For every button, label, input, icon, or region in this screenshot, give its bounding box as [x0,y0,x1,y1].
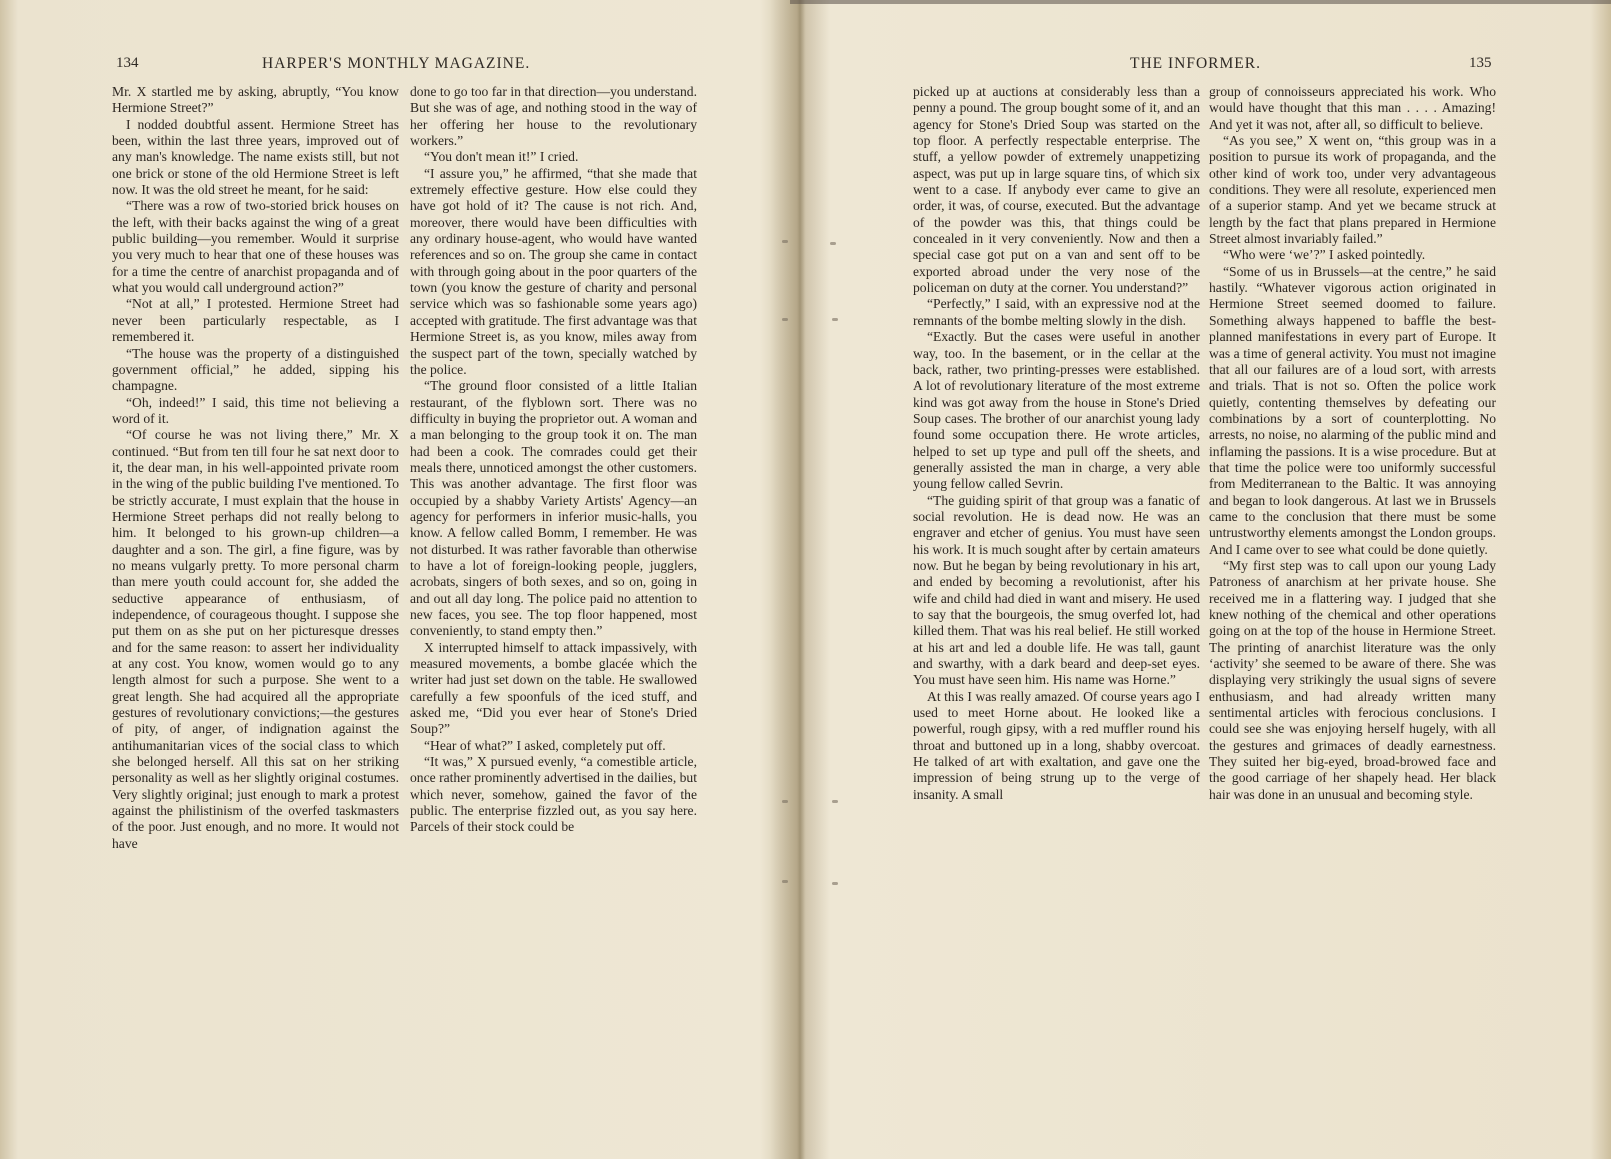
paragraph: “It was,” X pursued evenly, “a comestible article, once rather prominently advertised in the dailies, but which never, somehow, gained the favor of the public. The enterprise fizzled out, as you say here. Parcels of their stock could be [410,754,697,835]
binding-mark [830,242,836,245]
paragraph: done to go too far in that direction—you understand. But she was of age, and nothing stood in the way of her offering her house to the revolutionary workers.” [410,84,697,149]
paragraph: group of connoisseurs appreciated his work. Who would have thought that this man . . . . Amazing! And yet it was not, after all, so difficult to believe. [1209,84,1496,132]
page-number: 135 [1469,55,1492,71]
binding-mark [782,800,788,803]
paragraph: “Of course he was not living there,” Mr. X continued. “But from ten till four he sat next door to it, the dear man, in his well-appointed private room in the wing of the public building I've mentioned. To be strictly accurate, I must explain that the house in Hermione Street perhaps did not really belong to him. It belonged to his grown-up children—a daughter and a son. The girl, a fine figure, was by no means vulgarly pretty. To more personal charm than mere youth could account for, she added the seductive appearance of enthusiasm, of independence, of courageous thought. I suppose she put them on as she put on her picturesque dresses and for the same reason: to assert her individuality at any cost. You know, women would go to any length almost for such a purpose. She went to a great length. She had acquired all the appropriate gestures of revolutionary convictions;—the gestures of pity, of anger, of indignation against the antihumanitarian vices of the social class to which she belonged herself. All this sat on her striking personality as well as her slightly original costumes. Very slightly original; just enough to mark a protest against the philistinism of the overfed taskmasters of the poor. Just enough, and no more. It would not have [112,427,399,851]
binding-mark [832,800,838,803]
page-number: 134 [116,55,139,71]
paragraph: “The guiding spirit of that group was a fanatic of social revolution. He is dead now. He was an engraver and etcher of genius. You must have seen his work. It is much sought after by certain amateurs now. But he began by being revolutionary in his art, and ended by becoming a revolutionist, after his wife and child had died in want and misery. He used to say that the bourgeois, the smug overfed lot, had killed them. That was his real belief. He still worked at his art and led a double life. He was tall, gaunt and swarthy, with a dark beard and deep-set eyes. You must have seen him. His name was Horne.” [913,492,1200,688]
text-column-3 [913,84,1200,803]
paragraph: “Exactly. But the cases were useful in another way, too. In the basement, or in the cellar at the back, rather, two printing-presses were established. A lot of revolutionary literature of the most extreme kind was got away from the house in Stone's Dried Soup cases. The brother of our anarchist young lady found some occupation there. He wrote articles, helped to set up type and pull off the sheets, and generally assisted the man in charge, a very able young fellow called Sevrin. [913,329,1200,492]
paragraph: “Perfectly,” I said, with an expressive nod at the remnants of the bombe melting slowly in the dish. [913,296,1200,328]
right-page [805,0,1611,1159]
paragraph: “There was a row of two-storied brick houses on the left, with their backs against the wing of a great public building—you remember. Would it surprise you very much to hear that one of these houses was for a time the centre of anarchist propaganda and of what you would call underground action?” [112,198,399,296]
paragraph: “Hear of what?” I asked, completely put off. [424,737,666,753]
left-page [0,0,800,1159]
binding-mark [782,318,788,321]
paragraph: “The house was the property of a distinguished government official,” he added, sipping his champagne. [112,345,399,394]
text-column-2 [410,84,697,836]
binding-mark [782,240,788,243]
binding-mark [782,880,788,883]
paragraph: picked up at auctions at considerably less than a penny a pound. The group bought some of it, and an agency for Stone's Dried Soup was started on the top floor. A perfectly respectable enterprise. The stuff, a yellow powder of extremely unappetizing aspect, was put up in large square tins, of which six went to a case. If anybody ever came to give an order, it was, of course, executed. But the advantage of the powder was this, that things could be concealed in it very conveniently. Now and then a special case got put on a van and sent off to be exported abroad under the very nose of the policeman on duty at the corner. You understand?” [913,84,1200,296]
paragraph: X interrupted himself to attack impassively, with measured movements, a bombe glacée which the writer had just set down on the table. He swallowed carefully a few spoonfuls of the iced stuff, and asked me, “Did you ever hear of Stone's Dried Soup?” [410,639,697,737]
paragraph: “Some of us in Brussels—at the centre,” he said hastily. “Whatever vigorous action originated in Hermione Street seemed doomed to failure. Something always happened to baffle the best-planned manifestations in every part of Europe. It was a time of general activity. You must not imagine that all our failures are of a loud sort, with arrests and trials. That is not so. Often the police work quietly, contenting themselves by defeating our combinations by a sort of counterplotting. No arrests, no noise, no alarming of the public mind and inflaming the passions. It is a wise procedure. But at that time the police were too uniformly successful from Mediterranean to the Baltic. It was annoying and began to look dangerous. At last we in Brussels came to the conclusion that there must be some untrustworthy elements amongst the London groups. And I came over to see what could be done quietly. [1209,263,1496,557]
running-head: HARPER'S MONTHLY MAGAZINE. [262,55,531,72]
paragraph: “Who were ‘we’?” I asked pointedly. [1223,247,1426,263]
paragraph: “I assure you,” he affirmed, “that she made that extremely effective gesture. How else could they have got hold of it? The cause is not rich. And, moreover, there would have been difficulties with any ordinary house-agent, who would have wanted references and so on. The group she came in contact with through going about in the poor quarters of the town (you know the gesture of charity and personal service which was so fashionable some years ago) accepted with gratitude. The first advantage was that Hermione Street is, as you know, miles away from the suspect part of the town, specially watched by the police. [410,165,697,377]
paragraph: “Not at all,” I protested. Hermione Street had never been particularly respectable, as I remembered it. [112,296,399,345]
running-head: THE INFORMER. [1130,55,1261,72]
text-column-1 [112,84,399,852]
text-column-4 [1209,84,1496,803]
paragraph: “As you see,” X went on, “this group was in a position to pursue its work of propaganda, and the other kind of work too, under very advantageous conditions. They were all resolute, experienced men of a superior stamp. And yet we became struck at length by the fact that plans prepared in Hermione Street almost invariably failed.” [1209,133,1496,247]
binding-mark [832,318,838,321]
paragraph: At this I was really amazed. Of course years ago I used to meet Horne about. He looked like a powerful, rough gipsy, with a red muffler round his throat and buttoned up in a long, shabby overcoat. He talked of art with exaltation, and gave one the impression of being strung up to the verge of insanity. A small [913,688,1200,802]
paragraph: Mr. X startled me by asking, abruptly, “You know Hermione Street?” [112,84,399,116]
paragraph: “The ground floor consisted of a little Italian restaurant, of the flyblown sort. There was no difficulty in buying the proprietor out. A woman and a man belonging to the group took it on. The man had been a cook. The comrades could get their meals there, unnoticed amongst the other customers. This was another advantage. The first floor was occupied by a shabby Variety Artists' Agency—an agency for performers in inferior music-halls, you know. A fellow called Bomm, I remember. He was not disturbed. It was rather favorable than otherwise to have a lot of foreign-looking people, jugglers, acrobats, singers of both sexes, and so on, going in and out all day long. The police paid no attention to new faces, you see. The top floor happened, most conveniently, to stand empty then.” [410,378,697,639]
binding-mark [832,882,838,885]
paragraph: “Oh, indeed!” I said, this time not believing a word of it. [112,394,399,426]
paragraph: “You don't mean it!” I cried. [424,149,579,165]
paragraph: I nodded doubtful assent. Hermione Street has been, within the last three years, improved out of any man's knowledge. The name exists still, but not one brick or stone of the old Hermione Street is left now. It was the old street he meant, for he said: [112,116,399,198]
paragraph: “My first step was to call upon our young Lady Patroness of anarchism at her private house. She received me in a flattering way. I judged that she knew nothing of the chemical and other operations going on at the top of the house in Hermione Street. The printing of anarchist literature was the only ‘activity’ she seemed to be aware of there. She was displaying very strikingly the usual signs of severe enthusiasm, and had already written many sentimental articles with ferocious conclusions. I could see she was enjoying herself hugely, with all the gestures and grimaces of deadly earnestness. They suited her big-eyed, broad-browed face and the good carriage of her shapely head. Her black hair was done in an unusual and becoming style. [1209,557,1496,802]
